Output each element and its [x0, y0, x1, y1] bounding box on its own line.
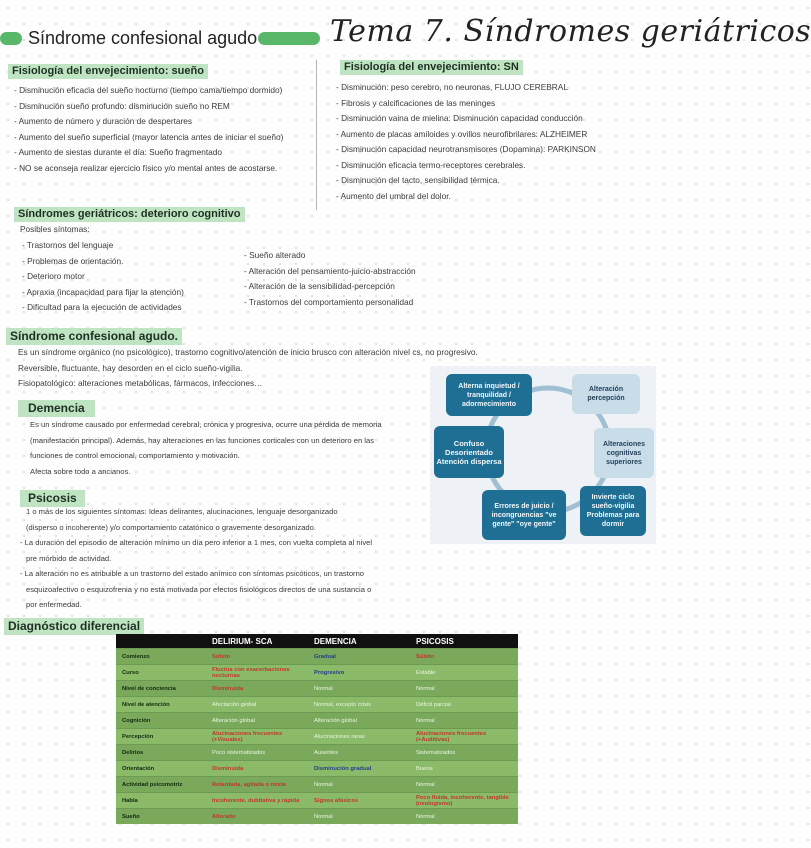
table-cell: Alucinaciones frecuentes (+Auditivas): [410, 729, 518, 745]
symptom-cycle-diagram: [430, 366, 656, 544]
table-cell: Súbito: [206, 649, 308, 665]
table-row: [116, 713, 518, 729]
list-item: - Aumento del sueño superficial (mayor latencia antes de iniciar el sueño): [14, 131, 284, 142]
heading-fisio-sn: Fisiología del envejecimiento: SN: [340, 60, 523, 75]
heading-diferencial: Diagnóstico diferencial: [4, 618, 144, 635]
demencia-line: funciones de control emocional, comportamiento y motivación.: [30, 451, 240, 460]
list-item: - Disminución vaina de mielina: Disminución capacidad conducción: [336, 113, 583, 123]
psicosis-line: por enfermedad.: [26, 600, 82, 609]
row-label: Orientación: [116, 761, 206, 777]
table-cell: Normal: [410, 809, 518, 825]
diagram-box-confuso: Confuso Desorientado Atención dispersa: [434, 426, 504, 478]
table-header-row: [116, 634, 518, 649]
list-item: - Disminución: peso cerebro, no neuronas, FLUJO CEREBRAL: [336, 82, 568, 92]
table-row: [116, 761, 518, 777]
table-cell: Déficit parcial: [410, 697, 518, 713]
table-cell: Normal: [308, 809, 410, 825]
psicosis-line: pre mórbido de actividad.: [26, 553, 112, 563]
row-label: Delirios: [116, 745, 206, 761]
list-item: - Disminución capacidad neurotransmisores (Dopamina): PARKINSON: [336, 144, 596, 154]
psicosis-line: 1 o más de los siguientes síntomas: Ideas delirantes, alucinaciones, lenguaje desorganizado: [26, 507, 338, 516]
list-item: - Sueño alterado: [244, 250, 306, 260]
table-cell: Poco sistematizados: [206, 745, 308, 761]
heading-demencia: Demencia: [18, 400, 95, 417]
psicosis-line: - La duración del episodio de alteración mínimo un día pero inferior a 1 mes, con vuelta completa al nivel: [20, 538, 373, 547]
table-cell: Normal: [308, 777, 410, 793]
column-divider: [316, 60, 317, 210]
list-item: - Aumento de placas amiloides y ovillos neurofibrilares: ALZHEIMER: [336, 128, 588, 139]
table-cell: Sistematizados: [410, 745, 518, 761]
demencia-line: (manifestación principal). Además, hay alteraciones en las funciones corticales con un deterioro en las: [30, 435, 375, 445]
list-item: - Dificultad para la ejecución de actividades: [22, 302, 182, 312]
heading-sca: Síndrome confesional agudo.: [6, 328, 182, 345]
table-cell: Normal, excepto crisis: [308, 697, 410, 713]
sca-line: Fisiopatológico: alteraciones metabólicas, fármacos, infecciones…: [18, 378, 263, 388]
row-label: Actividad psicomotriz: [116, 777, 206, 793]
heading-fisio-sueno: Fisiología del envejecimiento: sueño: [8, 64, 208, 79]
table-header: PSICOSIS: [410, 634, 518, 649]
table-cell: Gradual: [308, 649, 410, 665]
list-fisio-sn: [336, 80, 596, 204]
diagram-box-percepcion: Alteración percepción: [572, 374, 640, 414]
table-cell: Alteración global: [308, 713, 410, 729]
row-label: Nivel de atención: [116, 697, 206, 713]
list-sintomas-col2: [244, 248, 416, 310]
table-header: DELIRIUM- SCA: [206, 634, 308, 649]
table-cell: Normal: [410, 713, 518, 729]
demencia-line: Afecta sobre todo a ancianos.: [30, 466, 131, 476]
table-cell: Disminuida: [206, 681, 308, 697]
psicosis-line: (disperso o incoherente) y/o comportamiento catatónico o gravemente desorganizado.: [26, 522, 316, 532]
title-pill-left: [0, 32, 22, 45]
differential-table: [116, 634, 518, 824]
table-cell: Disminución gradual: [308, 761, 410, 777]
table-header: [116, 634, 206, 649]
list-item: - Aumento del umbral del dolor.: [336, 190, 451, 201]
table-row: [116, 809, 518, 825]
table-cell: Alterado: [206, 809, 308, 825]
diagram-box-cognitivas: Alteraciones cognitivas superiores: [594, 428, 654, 478]
table-cell: Alucinaciones raras: [308, 729, 410, 745]
table-cell: Alteración global: [206, 713, 308, 729]
list-item: - Aumento de número y duración de despertares: [14, 116, 193, 126]
table-cell: Buena: [410, 761, 518, 777]
list-item: - NO se aconseja realizar ejercicio físico y/o mental antes de acostarse.: [14, 162, 278, 173]
table-cell: Normal: [410, 777, 518, 793]
table-cell: Poco fluida, incoherente, tangible (neologismo): [410, 793, 518, 809]
sintomas-intro: Posibles síntomas:: [20, 224, 90, 234]
list-item: - Alteración de la sensibilidad-percepción: [244, 281, 395, 291]
row-label: Curso: [116, 665, 206, 681]
list-item: - Alteración del pensamiento-juicio-abstracción: [244, 265, 416, 276]
list-item: - Problemas de orientación.: [22, 255, 124, 266]
table-cell: Progresivo: [308, 665, 410, 681]
list-item: - Disminución del tacto, sensibilidad térmica.: [336, 175, 500, 185]
title-pill-right: [258, 32, 320, 45]
table-row: [116, 745, 518, 761]
list-item: - Disminución eficacia del sueño nocturno (tiempo cama/tiempo dormido): [14, 85, 283, 95]
list-item: - Disminución eficacia termo-receptores cerebrales.: [336, 159, 526, 170]
table-row: [116, 729, 518, 745]
table-cell: Ausentes: [308, 745, 410, 761]
table-cell: Disminuida: [206, 761, 308, 777]
row-label: Sueño: [116, 809, 206, 825]
list-item: - Trastornos del comportamiento personalidad: [244, 296, 414, 307]
diagram-box-ciclo: Invierte ciclo sueño-vigilia Problemas para dormir: [580, 486, 646, 536]
table-cell: Estable: [410, 665, 518, 681]
row-label: Habla: [116, 793, 206, 809]
heading-sindromes: Síndromes geriátricos: deterioro cognitivo: [14, 207, 245, 222]
row-label: Percepción: [116, 729, 206, 745]
sca-line: Reversible, fluctuante, hay desorden en el ciclo sueño-vigilia.: [18, 362, 243, 373]
page-title: Tema 7. Síndromes geriátricos: [330, 14, 811, 49]
row-label: Comienzo: [116, 649, 206, 665]
table-row: [116, 777, 518, 793]
sca-line: Es un síndrome orgánico (no psicológico), trastorno cognitivo/atención de inicio brusco con alteración nivel cs, no progresivo.: [18, 347, 478, 357]
table-row: [116, 665, 518, 681]
list-item: - Aumento de siestas durante el día: Sueño fragmentado: [14, 147, 223, 157]
table-body: [116, 649, 518, 825]
list-item: - Apraxia (incapacidad para fijar la atención): [22, 286, 184, 297]
table-cell: Súbito: [410, 649, 518, 665]
table-cell: Normal: [308, 681, 410, 697]
table-row: [116, 649, 518, 665]
table-row: [116, 793, 518, 809]
list-item: - Fibrosis y calcificaciones de las meninges: [336, 97, 496, 108]
row-label: Nivel de conciencia: [116, 681, 206, 697]
table-cell: Alucinaciones frecuentes (+Visuales): [206, 729, 308, 745]
table-row: [116, 681, 518, 697]
diagram-box-alterna: Alterna inquietud / tranquilidad / adormecimiento: [446, 374, 532, 416]
list-item: - Trastornos del lenguaje: [22, 240, 114, 250]
row-label: Cognición: [116, 713, 206, 729]
table-cell: Normal: [410, 681, 518, 697]
heading-psicosis: Psicosis: [20, 490, 85, 507]
diagram-box-errores: Errores de juicio / incongruencias "ve gente" "oye gente": [482, 490, 566, 540]
table-row: [116, 697, 518, 713]
psicosis-text: [20, 504, 373, 613]
list-sintomas-col1: [22, 238, 184, 316]
table-cell: Fluctúa con exacerbaciones nocturnas: [206, 665, 308, 681]
table-cell: Retardada, agitada o mixta: [206, 777, 308, 793]
list-fisio-sueno: [14, 83, 283, 176]
psicosis-line: esquizoafectivo o esquizofrenia y no está motivada por efectos fisiológicos directos de una sustancia o: [26, 584, 372, 594]
list-item: - Deterioro motor: [22, 271, 85, 281]
sca-text: [18, 345, 478, 392]
table-header: DEMENCIA: [308, 634, 410, 649]
table-cell: Incoherente, dubitativa y rápida: [206, 793, 308, 809]
table-cell: Signos afásicos: [308, 793, 410, 809]
list-item: - Disminución sueño profundo: disminución sueño no REM: [14, 100, 230, 111]
psicosis-line: - La alteración no es atribuible a un trastorno del estado anímico con síntomas psicóticos, un trastorno: [20, 569, 365, 578]
demencia-text: [30, 417, 382, 479]
demencia-line: Es un síndrome causado por enfermedad cerebral, crónica y progresiva, ocurre una pérdida de memoria: [30, 420, 382, 429]
table-cell: Afectación global: [206, 697, 308, 713]
page-subtitle: Síndrome confesional agudo: [28, 28, 258, 48]
